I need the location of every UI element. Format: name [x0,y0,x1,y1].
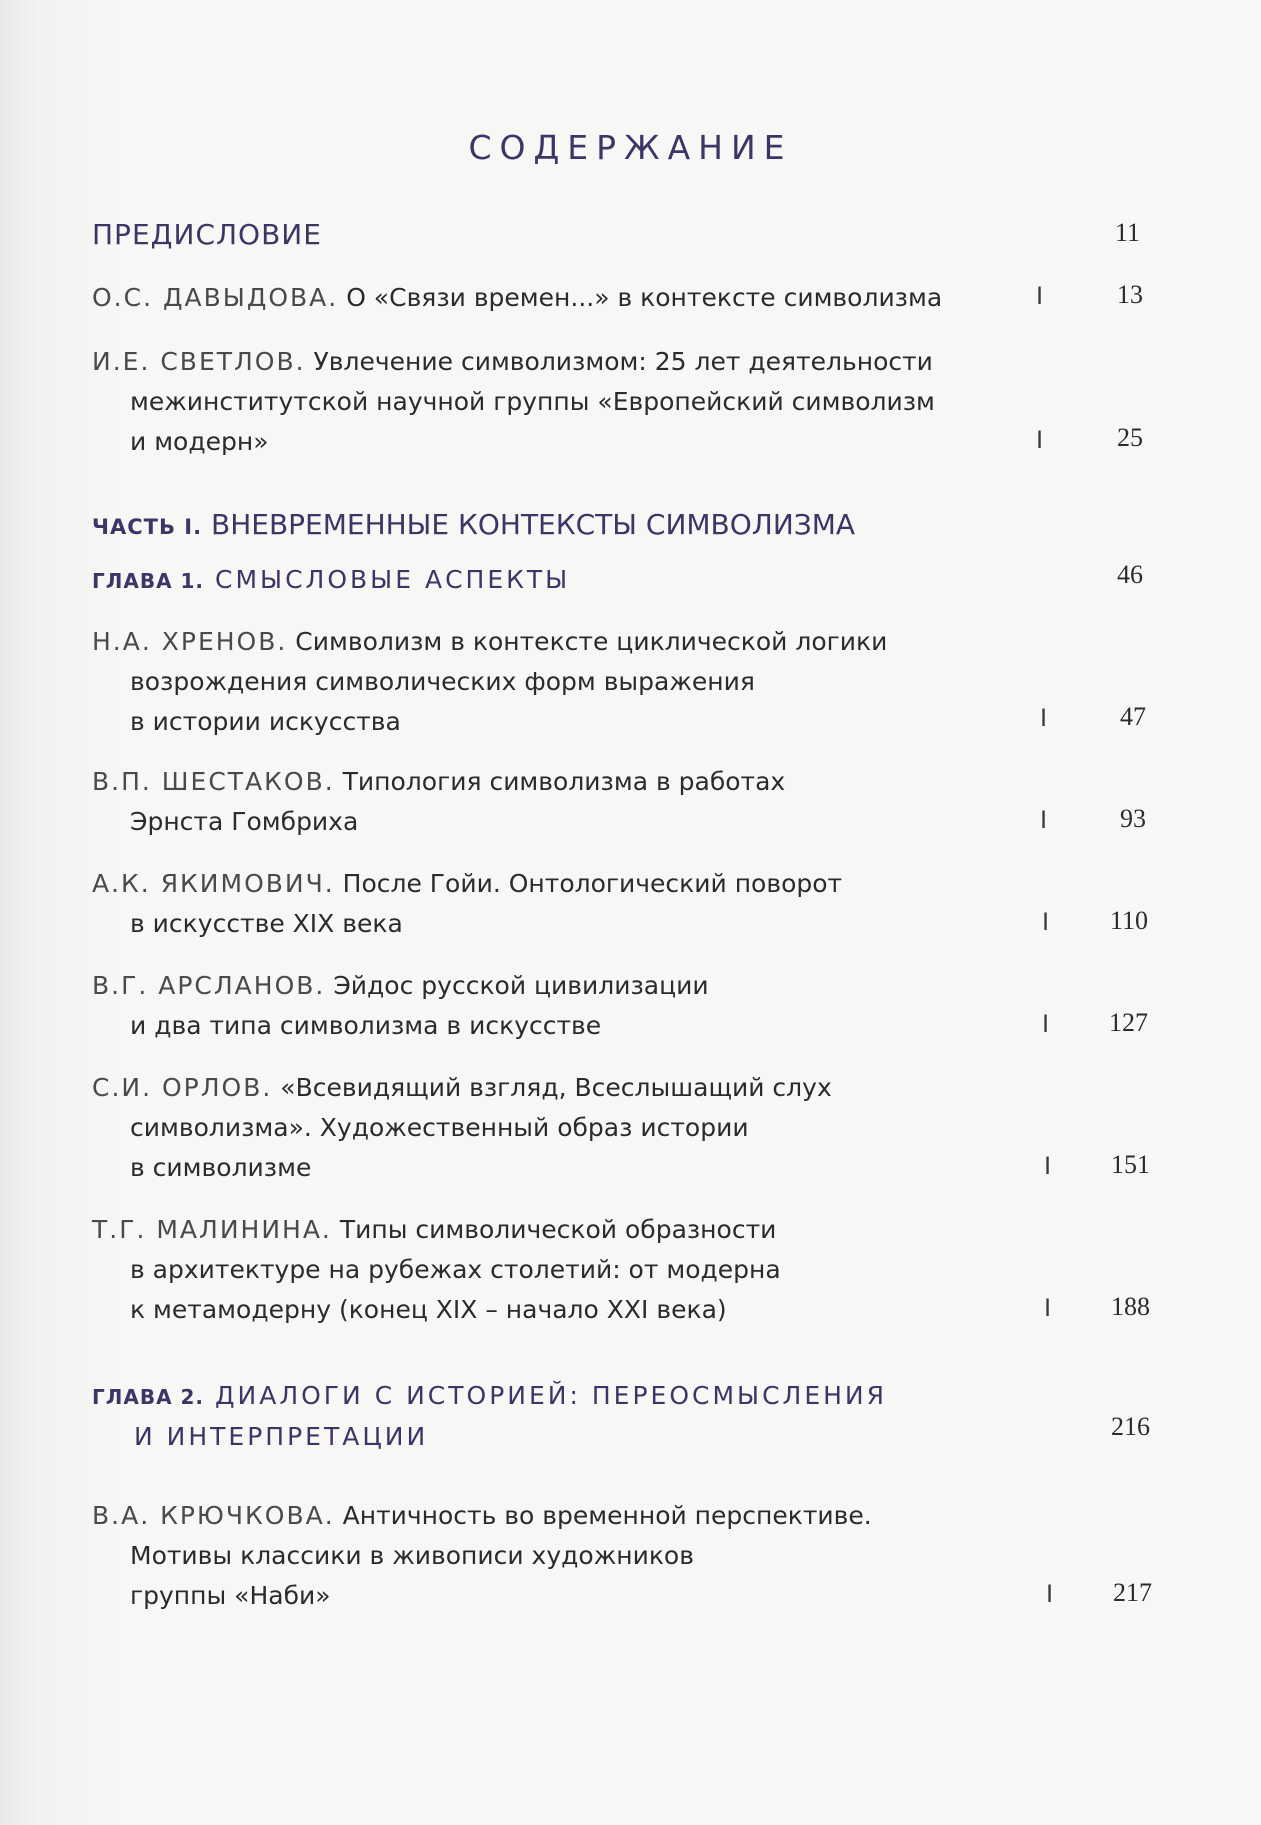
toc-entry-title: Увлечение символизмом: 25 лет деятельности [313,347,933,376]
toc-entry-title: О «Связи времен...» в контексте символизма [346,283,943,312]
toc-entry-author: С.И. ОРЛОВ. [92,1073,273,1102]
toc-page-number: 217 [1113,1578,1152,1607]
toc-page-number: 47 [1120,702,1146,731]
toc-entry-title: Символизм в контексте циклической логики [295,627,888,656]
toc-entry-line: группы «Наби» [130,1581,331,1610]
toc-page-number: 188 [1111,1292,1150,1321]
toc-separator: I [1044,1294,1052,1322]
toc-separator: I [1040,704,1048,732]
toc-entry-line: в символизме [130,1153,312,1182]
toc-entry[interactable] [92,1068,1152,1188]
toc-entry-line [92,1496,1152,1536]
toc-entry[interactable] [92,622,1152,742]
chapter-label: ГЛАВА 2. [92,1385,205,1409]
chapter-title-line: И ИНТЕРПРЕТАЦИИ [134,1422,429,1451]
toc-entry-line: в архитектуре на рубежах столетий: от модерна [130,1255,781,1284]
toc-page-number: 110 [1109,906,1148,935]
toc-entry-author: И.Е. СВЕТЛОВ. [92,347,306,376]
toc-entry-line: межинститутской научной группы «Европейский символизм [130,387,935,416]
toc-entry-line: Эрнста Гомбриха [130,807,359,836]
page-title: СОДЕРЖАНИЕ [468,128,793,167]
toc-entry-line: и модерн» [130,427,269,456]
toc-entry-title: Типы символической образности [339,1215,777,1244]
toc-separator: I [1036,426,1044,454]
toc-chapter-heading[interactable] [92,1376,887,1457]
toc-entry-line [92,762,1152,802]
toc-separator: I [1044,1152,1052,1180]
toc-entry-line: символизма». Художественный образ истории [130,1113,749,1142]
toc-entry-line: к метамодерну (конец XIX – начало XXI века) [130,1295,727,1324]
toc-separator: I [1042,908,1050,936]
toc-entry-line [92,864,1152,904]
toc-page-number: 151 [1111,1150,1150,1179]
toc-page-number: 11 [1114,218,1140,247]
toc-page-number: 25 [1117,423,1143,452]
toc-entry-author: О.С. ДАВЫДОВА. [92,283,339,312]
toc-separator: I [1036,282,1044,310]
toc-entry-line: в истории искусства [130,707,401,736]
toc-chapter-heading[interactable] [92,560,570,601]
toc-entry-line [92,342,1152,382]
toc-entry[interactable] [92,342,1152,462]
toc-entry-line [92,966,1152,1006]
toc-entry[interactable] [92,966,1152,1046]
part-title: ВНЕВРЕМЕННЫЕ КОНТЕКСТЫ СИМВОЛИЗМА [210,508,856,541]
toc-entry-author: В.Г. АРСЛАНОВ. [92,971,326,1000]
toc-entry-line: возрождения символических форм выражения [130,667,755,696]
toc-entry-line: и два типа символизма в искусстве [130,1011,602,1040]
toc-entry-title: Типология символизма в работах [342,767,786,796]
toc-entry-author: Н.А. ХРЕНОВ. [92,627,288,656]
chapter-title-line [92,1376,887,1417]
toc-entry-title: После Гойи. Онтологический поворот [342,869,843,898]
toc-entry-author: В.П. ШЕСТАКОВ. [92,767,335,796]
toc-entry-author: Т.Г. МАЛИНИНА. [92,1215,332,1244]
toc-preface-heading[interactable]: ПРЕДИСЛОВИЕ [92,218,322,251]
toc-entry[interactable] [92,1496,1152,1616]
toc-entry[interactable] [92,762,1152,842]
toc-entry-author: А.К. ЯКИМОВИЧ. [92,869,335,898]
toc-part-heading[interactable] [92,508,855,541]
toc-entry-line [92,1068,1152,1108]
toc-entry-author: В.А. КРЮЧКОВА. [92,1501,335,1530]
toc-entry-line: Мотивы классики в живописи художников [130,1541,694,1570]
toc-entry-title: Эйдос русской цивилизации [333,971,709,1000]
toc-entry-line [92,1210,1152,1250]
toc-page-number: 216 [1111,1412,1150,1441]
toc-separator: I [1046,1580,1054,1608]
chapter-title: СМЫСЛОВЫЕ АСПЕКТЫ [215,565,571,594]
toc-entry-title: Античность во временной перспективе. [342,1501,872,1530]
toc-page-number: 13 [1117,280,1143,309]
toc-entry[interactable] [92,278,1152,318]
toc-entry-title: «Всевидящий взгляд, Всеслышащий слух [280,1073,832,1102]
toc-separator: I [1040,806,1048,834]
toc-entry-line: в искусстве XIX века [130,909,403,938]
toc-page-number: 46 [1117,560,1143,589]
toc-page-number: 93 [1120,804,1146,833]
chapter-label: ГЛАВА 1. [92,569,205,593]
toc-entry-line [92,278,1152,318]
toc-page-number: 127 [1109,1008,1148,1037]
part-label: ЧАСТЬ I. [92,515,203,539]
toc-separator: I [1042,1010,1050,1038]
chapter-title: ДИАЛОГИ С ИСТОРИЕЙ: ПЕРЕОСМЫСЛЕНИЯ [215,1381,888,1410]
toc-entry[interactable] [92,1210,1152,1330]
toc-entry[interactable] [92,864,1152,944]
toc-entry-line [92,622,1152,662]
